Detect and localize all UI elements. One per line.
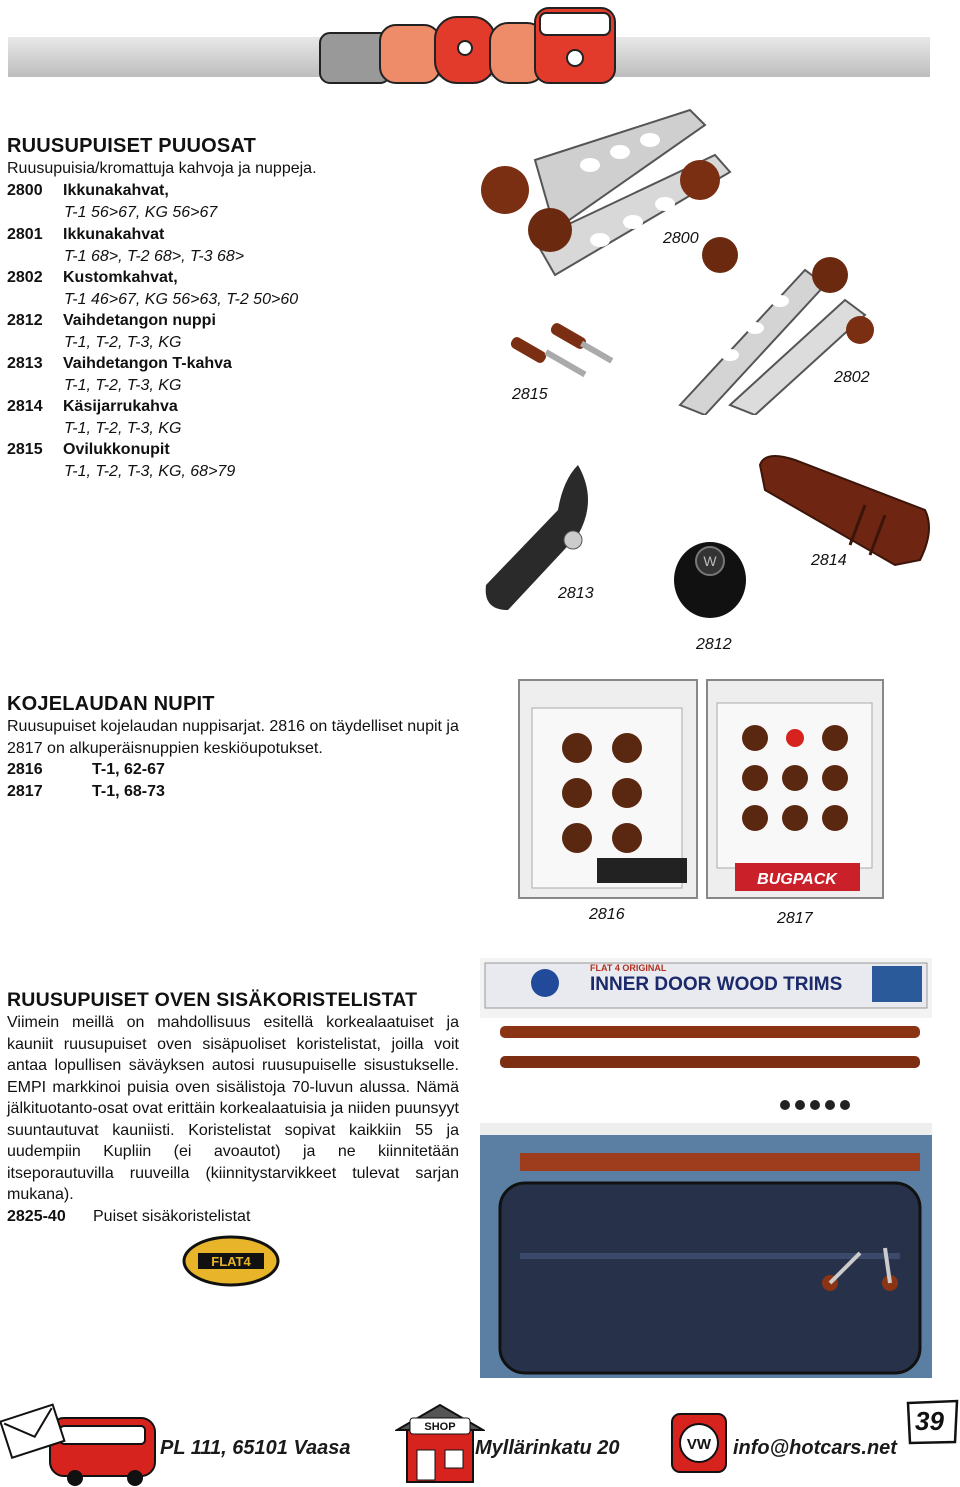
svg-text:FLAT4: FLAT4 xyxy=(211,1254,251,1269)
product-label: 2816 xyxy=(589,906,625,923)
footer-address: PL 111, 65101 Vaasa xyxy=(160,1437,351,1459)
list-item: 2814 Käsijarrukahva xyxy=(7,398,178,415)
page-number: 39 xyxy=(915,1406,944,1436)
list-item-fit: T-1 56>67, KG 56>67 xyxy=(64,204,218,221)
list-item-fit: T-1, T-2, T-3, KG, 68>79 xyxy=(64,463,236,480)
list-item-fit: T-1 68>, T-2 68>, T-3 68> xyxy=(64,248,245,265)
vw-badge-icon xyxy=(668,1408,730,1478)
list-item: 2802 Kustomkahvat, xyxy=(7,269,178,286)
list-item: 2813 Vaihdetangon T-kahva xyxy=(7,355,232,372)
section-text: Ruusupuiset kojelaudan nuppisarjat. 2816 on täydelliset nupit ja 2817 on alkuperäisnuppien keskiöupotukset. xyxy=(7,718,459,757)
list-item-fit: T-1 46>67, KG 56>63, T-2 50>60 xyxy=(64,291,299,308)
list-item-fit: T-1, T-2, T-3, KG xyxy=(64,420,182,437)
knob-set-2816-photo xyxy=(517,678,699,900)
intro-text: Ruusupuisia/kromattuja kahvoja ja nuppeja. xyxy=(7,160,317,177)
footer-email: info@hotcars.net xyxy=(733,1437,897,1459)
list-item-fit: T-1, T-2, T-3, KG xyxy=(64,334,182,351)
bugpack-logo: BUGPACK xyxy=(757,871,837,888)
section-title: RUUSUPUISET OVEN SISÄKORISTELISTAT xyxy=(7,989,418,1011)
product-label: 2817 xyxy=(777,910,813,927)
list-item: 2825-40 Puiset sisäkoristelistat xyxy=(7,1208,251,1225)
box-prefix: FLAT 4 ORIGINAL xyxy=(590,963,667,973)
product-label: 2814 xyxy=(811,552,847,569)
vw-cars-illustration xyxy=(310,3,630,98)
section-title: RUUSUPUISET PUUOSAT xyxy=(7,135,257,157)
svg-text:VW: VW xyxy=(686,1436,712,1453)
door-trims-photo xyxy=(480,958,932,1378)
list-item: 2817 T-1, 68-73 xyxy=(7,783,165,800)
list-item: 2815 Ovilukkonupit xyxy=(7,441,170,458)
shop-building-icon xyxy=(395,1400,485,1484)
knob-set-2817-photo xyxy=(705,678,885,900)
gear-knob-photo xyxy=(670,535,750,625)
product-label: 2813 xyxy=(558,585,594,602)
svg-text:SHOP: SHOP xyxy=(424,1421,456,1433)
svg-text:W: W xyxy=(703,553,717,569)
footer-street: Myllärinkatu 20 xyxy=(475,1437,620,1459)
list-item: 2812 Vaihdetangon nuppi xyxy=(7,312,216,329)
flat4-logo xyxy=(182,1235,280,1287)
list-item: 2816 T-1, 62-67 xyxy=(7,761,165,778)
section-text: Viimein meillä on mahdollisuus esitellä korkealaatuiset ja kauniit ruusupuiset oven sisäpuoliset koristelistat, joilla voit antaa lopullisen säväyksen autosi ruusupuiselle sisustukselle. EMPI markkinoi puisia oven sisälistoja 70-luvun alussa. Nämä jälkituotanto-osat ovat erittäin korkealaatuisia ja niiden puunsyyt suuntautuvat kauniisti. Koristelistat sopivat kaikkiin 55 ja uudempiin Kupliin (ei avoautot) ja ne kiinnitetään itseporautuvilla ruuveilla (kiinnitystarvikkeet tulevat sarjan mukana). xyxy=(7,1014,459,1203)
product-label: 2812 xyxy=(696,636,732,653)
box-title: INNER DOOR WOOD TRIMS xyxy=(590,974,843,995)
list-item: 2801 Ikkunakahvat xyxy=(7,226,165,243)
product-label: 2815 xyxy=(512,386,548,403)
section-title: KOJELAUDAN NUPIT xyxy=(7,693,215,715)
list-item-fit: T-1, T-2, T-3, KG xyxy=(64,377,182,394)
custom-handles-photo xyxy=(675,245,875,415)
red-bus-icon xyxy=(0,1398,165,1486)
product-label: 2800 xyxy=(663,230,699,247)
product-label: 2802 xyxy=(834,369,870,386)
list-item: 2800 Ikkunakahvat, xyxy=(7,182,169,199)
